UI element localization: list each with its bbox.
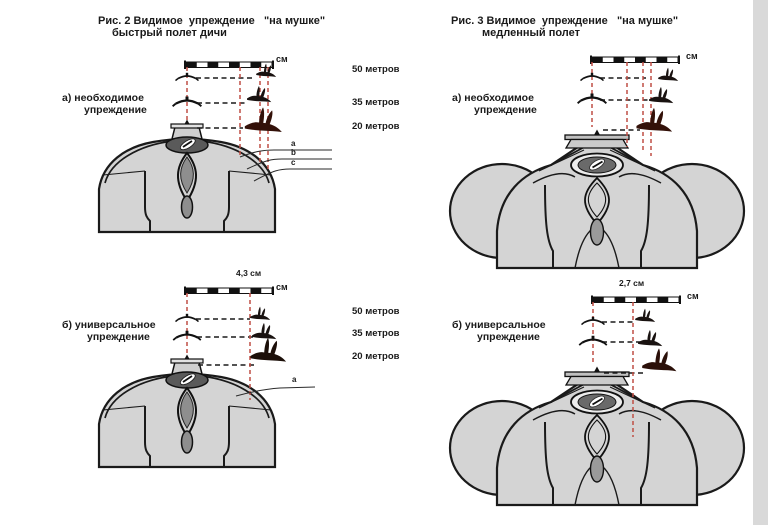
bird-20m <box>642 348 676 371</box>
fig2b-lead-value: 4,3 см <box>236 268 262 278</box>
gun-muzzle-view <box>450 130 744 269</box>
bird-20m <box>636 108 672 132</box>
callout-letter-b: b <box>291 148 296 157</box>
fig3-subtitle: медленный полет <box>482 27 580 39</box>
fig2-subtitle: быстрый полет дичи <box>112 27 227 39</box>
bird-50m <box>635 309 655 322</box>
callout-letter-c: c <box>291 158 296 167</box>
fig3b-label-line1: б) универсальное <box>452 319 546 331</box>
fig3-panel-a-drawing <box>450 56 744 269</box>
fig3-title: Рис. 3 Видимое упреждение "на мушке" <box>451 15 679 27</box>
fig2a-label-line2: упреждение <box>84 104 147 116</box>
distance-label-50m-top: 50 метров <box>352 64 400 75</box>
fig3b-lead-value: 2,7 см <box>619 278 645 288</box>
cm-ruler <box>184 287 274 296</box>
bird-50m <box>658 68 678 81</box>
fig2b-ruler-unit: см <box>276 282 288 292</box>
front-sight-50m <box>176 314 199 322</box>
fig2-title: Рис. 2 Видимое упреждение "на мушке" <box>98 15 326 27</box>
callout-letter-a2: a <box>292 375 297 384</box>
gun-muzzle-view <box>99 120 275 233</box>
distance-label-35m-top: 35 метров <box>352 97 400 108</box>
callout-letter-a: a <box>291 139 296 148</box>
cm-ruler <box>591 296 681 305</box>
front-sight-35m <box>579 336 607 345</box>
distance-label-20m-bottom: 20 метров <box>352 351 400 362</box>
fig3a-label-line1: а) необходимое <box>452 92 534 104</box>
fig2-panel-b-drawing <box>99 287 315 468</box>
fig2a-label-line1: а) необходимое <box>62 92 144 104</box>
fig3b-ruler-unit: см <box>687 291 699 301</box>
gun-muzzle-view <box>450 367 744 506</box>
distance-label-35m-bottom: 35 метров <box>352 328 400 339</box>
cm-ruler <box>590 56 680 65</box>
bird-20m <box>245 107 282 132</box>
bird-35m <box>638 330 662 346</box>
front-sight-50m <box>176 73 199 81</box>
fig2-panel-a-drawing <box>99 61 332 233</box>
fig2b-label-line2: упреждение <box>87 331 150 343</box>
bird-50m <box>250 307 270 320</box>
distance-label-50m-bottom: 50 метров <box>352 306 400 317</box>
bird-35m <box>252 323 276 339</box>
distance-label-20m-top: 20 метров <box>352 121 400 132</box>
fig3a-ruler-unit: см <box>686 51 698 61</box>
fig3b-label-line2: упреждение <box>477 331 540 343</box>
front-sight-35m <box>578 94 607 104</box>
fig2b-label-line1: б) универсальное <box>62 319 156 331</box>
fig2a-ruler-unit: см <box>276 54 288 64</box>
bird-20m <box>250 338 286 362</box>
gun-muzzle-view <box>99 355 275 468</box>
bird-35m <box>649 87 673 103</box>
fig3a-label-line2: упреждение <box>474 104 537 116</box>
